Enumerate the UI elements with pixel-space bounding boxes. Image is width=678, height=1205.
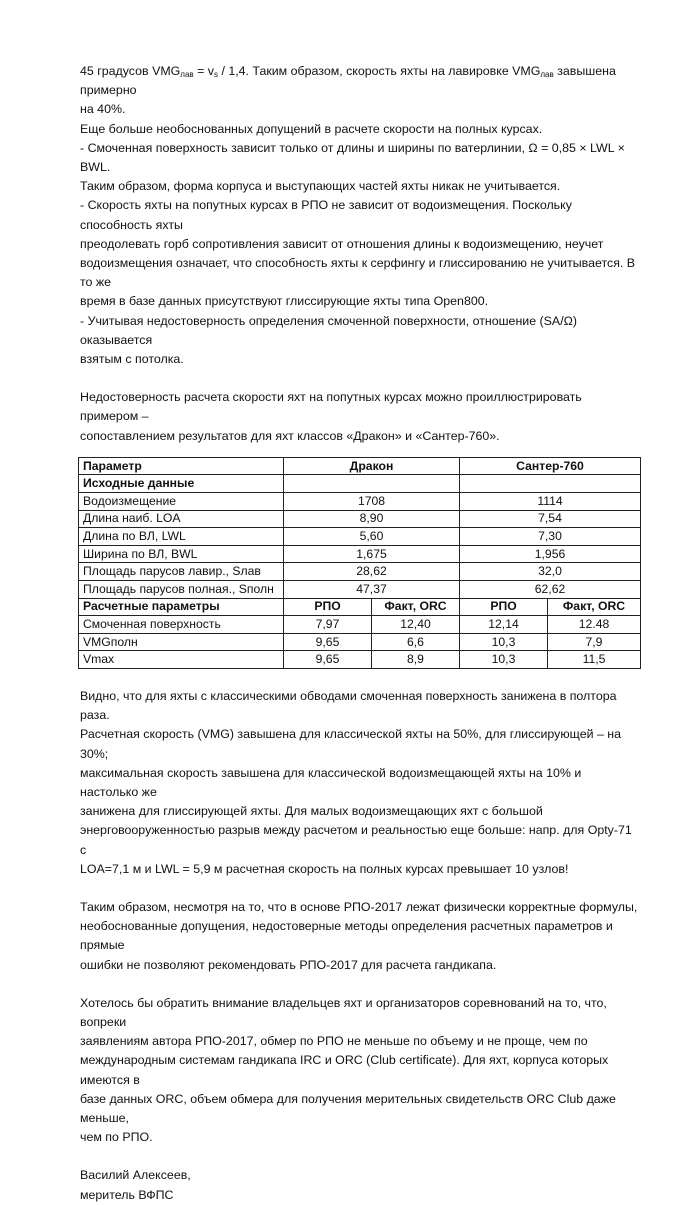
table-row [79,581,641,599]
value-cell: 7,54 [460,510,641,528]
value-cell: 8,9 [372,651,460,669]
value-cell: 1,956 [460,545,641,563]
value-cell: 7,9 [548,633,641,651]
value-cell: 12,40 [372,616,460,634]
conclusion-paragraph [80,687,640,879]
header-cell: Дракон [284,457,460,475]
header-cell: Сантер-760 [460,457,641,475]
value-cell: 9,65 [284,651,372,669]
paragraph-line: Хотелось бы обратить внимание владельцев яхт и организаторов соревнований на то, что, вопреки [80,995,607,1030]
value-cell: 10,3 [460,651,548,669]
summary-paragraph [80,898,640,975]
value-cell: 12.48 [548,616,641,634]
paragraph-line: сопоставлением результатов для яхт классов «Дракон» и «Сантер-760». [80,428,500,443]
intro-line: на 40%. [80,102,126,117]
table-row [79,651,641,669]
paragraph-line: заявлениям автора РПО-2017, обмер по РПО не меньше по объему и не проще, чем по [80,1034,588,1049]
paragraph-line: LOA=7,1 м и LWL = 5,9 м расчетная скорость на полных курсах превышает 10 узлов! [80,861,569,876]
row-label: Длина наиб. LOA [79,510,284,528]
intro-line: Еще больше необоснованных допущений в расчете скорости на полных курсах. [80,121,543,136]
paragraph-line: Видно, что для яхты с классическими обводами смоченная поверхность занижена в полтора раза. [80,688,617,723]
paragraph-line: базе данных ORC, объем обмера для получения мерительных свидетельств ORC Club даже меньше, [80,1091,616,1126]
row-label: Площадь парусов лавир., Sлав [79,563,284,581]
row-label: Смоченная поверхность [79,616,284,634]
column-header: РПО [460,598,548,616]
value-cell: 28,62 [284,563,460,581]
author-title: меритель ВФПС [80,1187,174,1202]
value-cell: 7,97 [284,616,372,634]
paragraph-line: международным системам гандикапа IRC и ORC (Club certificate). Для яхт, корпуса которых имеются в [80,1053,609,1087]
intro-line: взятым с потолка. [80,352,184,367]
table-row [79,616,641,634]
paragraph-line: занижена для глиссирующей яхты. Для малых водоизмещающих яхт с большой [80,804,543,819]
section-row [79,475,641,493]
signature-block [80,1166,640,1204]
row-label: Длина по ВЛ, LWL [79,528,284,546]
column-header: Факт, ORC [548,598,641,616]
paragraph-line: ошибки не позволяют рекомендовать РПО-2017 для расчета гандикапа. [80,957,497,972]
paragraph-line: Расчетная скорость (VMG) завышена для классической яхты на 50%, для глиссирующей – на 30%; [80,727,622,761]
intro-line: Таким образом, форма корпуса и выступающих частей яхты никак не учитывается. [80,179,561,194]
intro-line: - Учитывая недостоверность определения смоченной поверхности, отношение (SA/Ω) оказывается [80,313,578,347]
intro-line: водоизмещения означает, что способность яхты к серфингу и глиссированию не учитывается. В то же [80,256,636,290]
table-row [79,545,641,563]
intro-line: - Смоченная поверхность зависит только от длины и ширины по ватерлинии, Ω = 0,85 × LWL × BWL. [80,140,625,175]
appeal-paragraph [80,994,640,1148]
comparison-table [78,457,641,669]
section-title: Исходные данные [79,475,284,493]
table-row [79,563,641,581]
intro-line: 45 градусов $VMG_{лав} = v_s / 1,4$. Таким образом, скорость яхты на лавировке $VMG_{лав}$ завышена примерно [80,64,616,98]
value-cell: 7,30 [460,528,641,546]
value-cell: 62,62 [460,581,641,599]
paragraph-line: Недостоверность расчета скорости яхт на попутных курсах можно проиллюстрировать примером – [80,390,582,424]
paragraph-line: Таким образом, несмотря на то, что в основе РПО-2017 лежат физически корректные формулы, [80,900,638,915]
value-cell: 11,5 [548,651,641,669]
value-cell: 10,3 [460,633,548,651]
table-row [79,510,641,528]
table-row [79,493,641,511]
table-header-row [79,457,641,475]
value-cell: 8,90 [284,510,460,528]
intro-line: время в базе данных присутствуют глиссирующие яхты типа Open800. [80,294,489,309]
paragraph-line: энерговооруженностью разрыв между расчетом и реальностью еще больше: напр. для Opty-71 с [80,823,632,857]
intro-paragraph [80,62,640,369]
value-cell: 12,14 [460,616,548,634]
document-page [80,62,640,1205]
value-cell: 1,675 [284,545,460,563]
header-cell: Параметр [79,457,284,475]
value-cell: 5,60 [284,528,460,546]
value-cell: 6,6 [372,633,460,651]
column-header: Факт, ORC [372,598,460,616]
paragraph-line: максимальная скорость завышена для классической водоизмещающей яхты на 10% и настолько же [80,765,582,799]
value-cell: 1114 [460,493,641,511]
row-label: Водоизмещение [79,493,284,511]
intro-line: преодолевать горб сопротивления зависит от отношения длины к водоизмещению, неучет [80,236,604,251]
row-label: Vmax [79,651,284,669]
section-row [79,598,641,616]
value-cell: 9,65 [284,633,372,651]
paragraph-line: чем по РПО. [80,1130,153,1145]
table-row [79,528,641,546]
value-cell: 32,0 [460,563,641,581]
section-title: Расчетные параметры [79,598,284,616]
example-paragraph [80,388,640,446]
column-header: РПО [284,598,372,616]
row-label: VMGполн [79,633,284,651]
intro-line: - Скорость яхты на попутных курсах в РПО не зависит от водоизмещения. Поскольку способность яхты [80,198,572,232]
row-label: Площадь парусов полная., Sполн [79,581,284,599]
table-row [79,633,641,651]
value-cell: 47,37 [284,581,460,599]
value-cell: 1708 [284,493,460,511]
row-label: Ширина по ВЛ, BWL [79,545,284,563]
paragraph-line: необоснованные допущения, недостоверные методы определения расчетных параметров и прямые [80,919,613,953]
author-name: Василий Алексеев, [80,1168,191,1183]
